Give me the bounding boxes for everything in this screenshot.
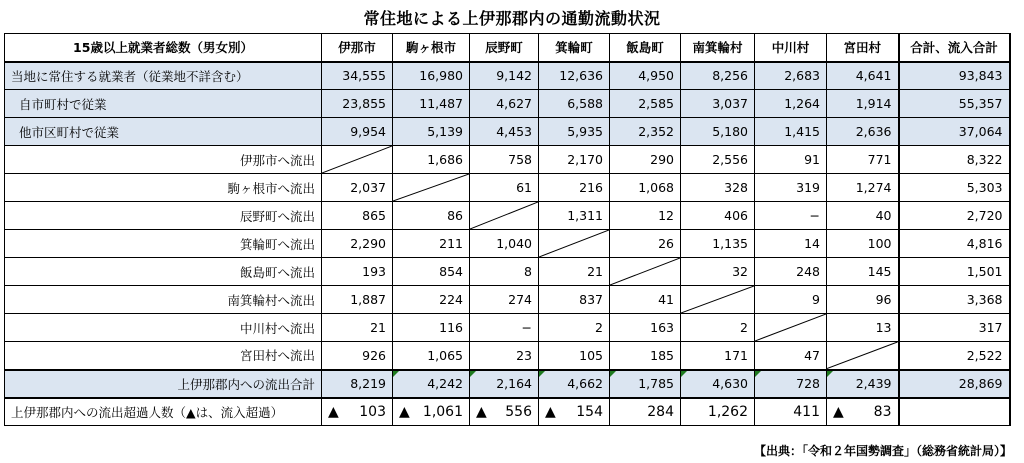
table-cell: 8,256 bbox=[681, 62, 755, 90]
table-cell: 8,219 bbox=[322, 370, 393, 398]
flow-row bbox=[5, 342, 1010, 370]
column-header: 伊那市 bbox=[322, 34, 393, 62]
triangle-mark-icon: ▲ bbox=[545, 403, 556, 420]
table-cell: 23 bbox=[470, 342, 539, 370]
table-cell: 290 bbox=[610, 146, 681, 174]
table-cell: 61 bbox=[470, 174, 539, 202]
diagonal-empty-cell bbox=[610, 258, 681, 286]
row-label: 中川村へ流出 bbox=[5, 314, 322, 342]
excess-cell bbox=[681, 398, 755, 426]
table-cell: 1,135 bbox=[681, 230, 755, 258]
table-cell: 224 bbox=[393, 286, 470, 314]
table-cell: 854 bbox=[393, 258, 470, 286]
outflow-total-row bbox=[5, 370, 1010, 398]
diagonal-empty-cell bbox=[539, 230, 610, 258]
table-cell: 9,142 bbox=[470, 62, 539, 90]
excess-cell bbox=[470, 398, 539, 426]
table-cell: 1,415 bbox=[755, 118, 827, 146]
row-label: 当地に常住する就業者（従業地不詳含む） bbox=[5, 62, 322, 90]
table-cell: 1,686 bbox=[393, 146, 470, 174]
excess-cell bbox=[755, 398, 827, 426]
table-cell: 41 bbox=[610, 286, 681, 314]
row-label: 辰野町へ流出 bbox=[5, 202, 322, 230]
flow-row bbox=[5, 314, 1010, 342]
total-cell: 37,064 bbox=[899, 118, 1010, 146]
excess-value: 556 bbox=[505, 403, 532, 420]
excess-value: 154 bbox=[576, 403, 603, 420]
source-note: 【出典：「令和２年国勢調査」（総務省統計局）】 bbox=[753, 444, 1012, 458]
table-cell: 163 bbox=[610, 314, 681, 342]
diagonal-empty-cell bbox=[322, 146, 393, 174]
table-cell: 4,453 bbox=[470, 118, 539, 146]
diagonal-empty-cell bbox=[393, 174, 470, 202]
excess-value: 1,061 bbox=[422, 403, 463, 420]
table-cell: 2,683 bbox=[755, 62, 827, 90]
header-row bbox=[5, 34, 1010, 62]
table-cell: 5,139 bbox=[393, 118, 470, 146]
table-cell: 26 bbox=[610, 230, 681, 258]
table-cell: 105 bbox=[539, 342, 610, 370]
table-cell: 100 bbox=[827, 230, 899, 258]
total-cell: 55,357 bbox=[899, 90, 1010, 118]
diagonal-empty-cell bbox=[827, 342, 899, 370]
table-cell: 4,950 bbox=[610, 62, 681, 90]
table-cell: 14 bbox=[755, 230, 827, 258]
excess-cell bbox=[827, 398, 899, 426]
total-cell: 5,303 bbox=[899, 174, 1010, 202]
row-label: 上伊那郡内への流出超過人数（▲は、流入超過） bbox=[5, 398, 322, 426]
triangle-mark-icon: ▲ bbox=[328, 403, 339, 420]
table-cell: 2,352 bbox=[610, 118, 681, 146]
table-cell: 1,264 bbox=[755, 90, 827, 118]
table-cell: 171 bbox=[681, 342, 755, 370]
table-cell: 1,274 bbox=[827, 174, 899, 202]
table-cell: 11,487 bbox=[393, 90, 470, 118]
table-cell: 274 bbox=[470, 286, 539, 314]
total-cell: 2,720 bbox=[899, 202, 1010, 230]
table-cell: 32 bbox=[681, 258, 755, 286]
excess-value: 83 bbox=[873, 403, 892, 420]
table-cell: 865 bbox=[322, 202, 393, 230]
table-cell: 1,068 bbox=[610, 174, 681, 202]
excess-cell bbox=[393, 398, 470, 426]
table-cell: 1,065 bbox=[393, 342, 470, 370]
own-municipality-row bbox=[5, 90, 1010, 118]
table-cell: 4,630 bbox=[681, 370, 755, 398]
page-title: 常住地による上伊那郡内の通勤流動状況 bbox=[363, 9, 661, 28]
total-cell: 8,322 bbox=[899, 146, 1010, 174]
table-cell: 185 bbox=[610, 342, 681, 370]
cell-flag-icon bbox=[393, 371, 399, 377]
column-header: 中川村 bbox=[755, 34, 827, 62]
column-header: 宮田村 bbox=[827, 34, 899, 62]
excess-row bbox=[5, 398, 1010, 426]
table-cell: 2,439 bbox=[827, 370, 899, 398]
flow-row bbox=[5, 202, 1010, 230]
table-cell: 4,242 bbox=[393, 370, 470, 398]
row-label: 宮田村へ流出 bbox=[5, 342, 322, 370]
table-cell: 91 bbox=[755, 146, 827, 174]
triangle-mark-icon: ▲ bbox=[833, 403, 844, 420]
table-cell: 8 bbox=[470, 258, 539, 286]
column-header: 駒ヶ根市 bbox=[393, 34, 470, 62]
table-cell: 406 bbox=[681, 202, 755, 230]
total-cell: 317 bbox=[899, 314, 1010, 342]
diagonal-empty-cell bbox=[755, 314, 827, 342]
row-label: 自市町村で従業 bbox=[5, 90, 322, 118]
row-label: 他市区町村で従業 bbox=[5, 118, 322, 146]
total-cell: 93,843 bbox=[899, 62, 1010, 90]
table-cell: − bbox=[470, 314, 539, 342]
other-municipality-row bbox=[5, 118, 1010, 146]
diagonal-empty-cell bbox=[681, 286, 755, 314]
table-cell: 319 bbox=[755, 174, 827, 202]
table-cell: 96 bbox=[827, 286, 899, 314]
row-label: 駒ヶ根市へ流出 bbox=[5, 174, 322, 202]
table-cell: 40 bbox=[827, 202, 899, 230]
column-header: 辰野町 bbox=[470, 34, 539, 62]
flow-row bbox=[5, 146, 1010, 174]
table-cell: 216 bbox=[539, 174, 610, 202]
total-cell: 1,501 bbox=[899, 258, 1010, 286]
table-cell: 12,636 bbox=[539, 62, 610, 90]
table-cell: 116 bbox=[393, 314, 470, 342]
table-cell: 23,855 bbox=[322, 90, 393, 118]
table-cell: 837 bbox=[539, 286, 610, 314]
cell-flag-icon bbox=[681, 371, 687, 377]
flow-row bbox=[5, 230, 1010, 258]
total-cell: 3,368 bbox=[899, 286, 1010, 314]
table-cell: 328 bbox=[681, 174, 755, 202]
diagonal-empty-cell bbox=[470, 202, 539, 230]
table-cell: 34,555 bbox=[322, 62, 393, 90]
table-cell: 1,914 bbox=[827, 90, 899, 118]
table-cell: 86 bbox=[393, 202, 470, 230]
table-cell: 2,585 bbox=[610, 90, 681, 118]
table-cell: 193 bbox=[322, 258, 393, 286]
total-cell bbox=[899, 398, 1010, 426]
table-cell: 728 bbox=[755, 370, 827, 398]
table-cell: 2,636 bbox=[827, 118, 899, 146]
table-cell: 4,627 bbox=[470, 90, 539, 118]
table-cell: 21 bbox=[539, 258, 610, 286]
cell-flag-icon bbox=[827, 371, 833, 377]
cell-flag-icon bbox=[610, 371, 616, 377]
flow-row bbox=[5, 258, 1010, 286]
excess-cell bbox=[322, 398, 393, 426]
row-label: 箕輪町へ流出 bbox=[5, 230, 322, 258]
table-cell: 5,180 bbox=[681, 118, 755, 146]
table-cell: 758 bbox=[470, 146, 539, 174]
table-cell: 5,935 bbox=[539, 118, 610, 146]
table-cell: 1,887 bbox=[322, 286, 393, 314]
table-cell: 2 bbox=[539, 314, 610, 342]
table-cell: 2,037 bbox=[322, 174, 393, 202]
table-cell: 2 bbox=[681, 314, 755, 342]
table-cell: 9,954 bbox=[322, 118, 393, 146]
row-label: 南箕輪村へ流出 bbox=[5, 286, 322, 314]
corner-header: 15歳以上就業者総数（男女別） bbox=[5, 34, 322, 62]
table-cell: 145 bbox=[827, 258, 899, 286]
table-cell: 1,040 bbox=[470, 230, 539, 258]
table-cell: 211 bbox=[393, 230, 470, 258]
excess-value: 411 bbox=[793, 403, 820, 420]
table-cell: 2,556 bbox=[681, 146, 755, 174]
table-cell: 2,170 bbox=[539, 146, 610, 174]
resident-row bbox=[5, 62, 1010, 90]
column-header: 箕輪町 bbox=[539, 34, 610, 62]
triangle-mark-icon: ▲ bbox=[399, 403, 410, 420]
total-column-header: 合計、流入合計 bbox=[899, 34, 1010, 62]
table-cell: 1,785 bbox=[610, 370, 681, 398]
table-cell: 771 bbox=[827, 146, 899, 174]
cell-flag-icon bbox=[470, 371, 476, 377]
column-header: 南箕輪村 bbox=[681, 34, 755, 62]
cell-flag-icon bbox=[755, 371, 761, 377]
excess-cell bbox=[539, 398, 610, 426]
table-cell: 2,290 bbox=[322, 230, 393, 258]
table-cell: 21 bbox=[322, 314, 393, 342]
table-cell: 4,641 bbox=[827, 62, 899, 90]
table-cell: 926 bbox=[322, 342, 393, 370]
column-header: 飯島町 bbox=[610, 34, 681, 62]
table-cell: 3,037 bbox=[681, 90, 755, 118]
table-cell: − bbox=[755, 202, 827, 230]
table-cell: 47 bbox=[755, 342, 827, 370]
row-label: 伊那市へ流出 bbox=[5, 146, 322, 174]
total-cell: 28,869 bbox=[899, 370, 1010, 398]
row-label: 飯島町へ流出 bbox=[5, 258, 322, 286]
table-cell: 9 bbox=[755, 286, 827, 314]
table-cell: 16,980 bbox=[393, 62, 470, 90]
table-cell: 4,662 bbox=[539, 370, 610, 398]
total-cell: 4,816 bbox=[899, 230, 1010, 258]
triangle-mark-icon: ▲ bbox=[476, 403, 487, 420]
excess-cell bbox=[610, 398, 681, 426]
row-label: 上伊那郡内への流出合計 bbox=[5, 370, 322, 398]
total-cell: 2,522 bbox=[899, 342, 1010, 370]
table-cell: 1,311 bbox=[539, 202, 610, 230]
flow-row bbox=[5, 174, 1010, 202]
table-cell: 2,164 bbox=[470, 370, 539, 398]
table-cell: 6,588 bbox=[539, 90, 610, 118]
excess-value: 103 bbox=[359, 403, 386, 420]
table-cell: 12 bbox=[610, 202, 681, 230]
commute-flow-table bbox=[4, 33, 1011, 426]
cell-flag-icon bbox=[539, 371, 545, 377]
table-cell: 248 bbox=[755, 258, 827, 286]
flow-row bbox=[5, 286, 1010, 314]
excess-value: 284 bbox=[647, 403, 674, 420]
table-cell: 13 bbox=[827, 314, 899, 342]
excess-value: 1,262 bbox=[707, 403, 748, 420]
